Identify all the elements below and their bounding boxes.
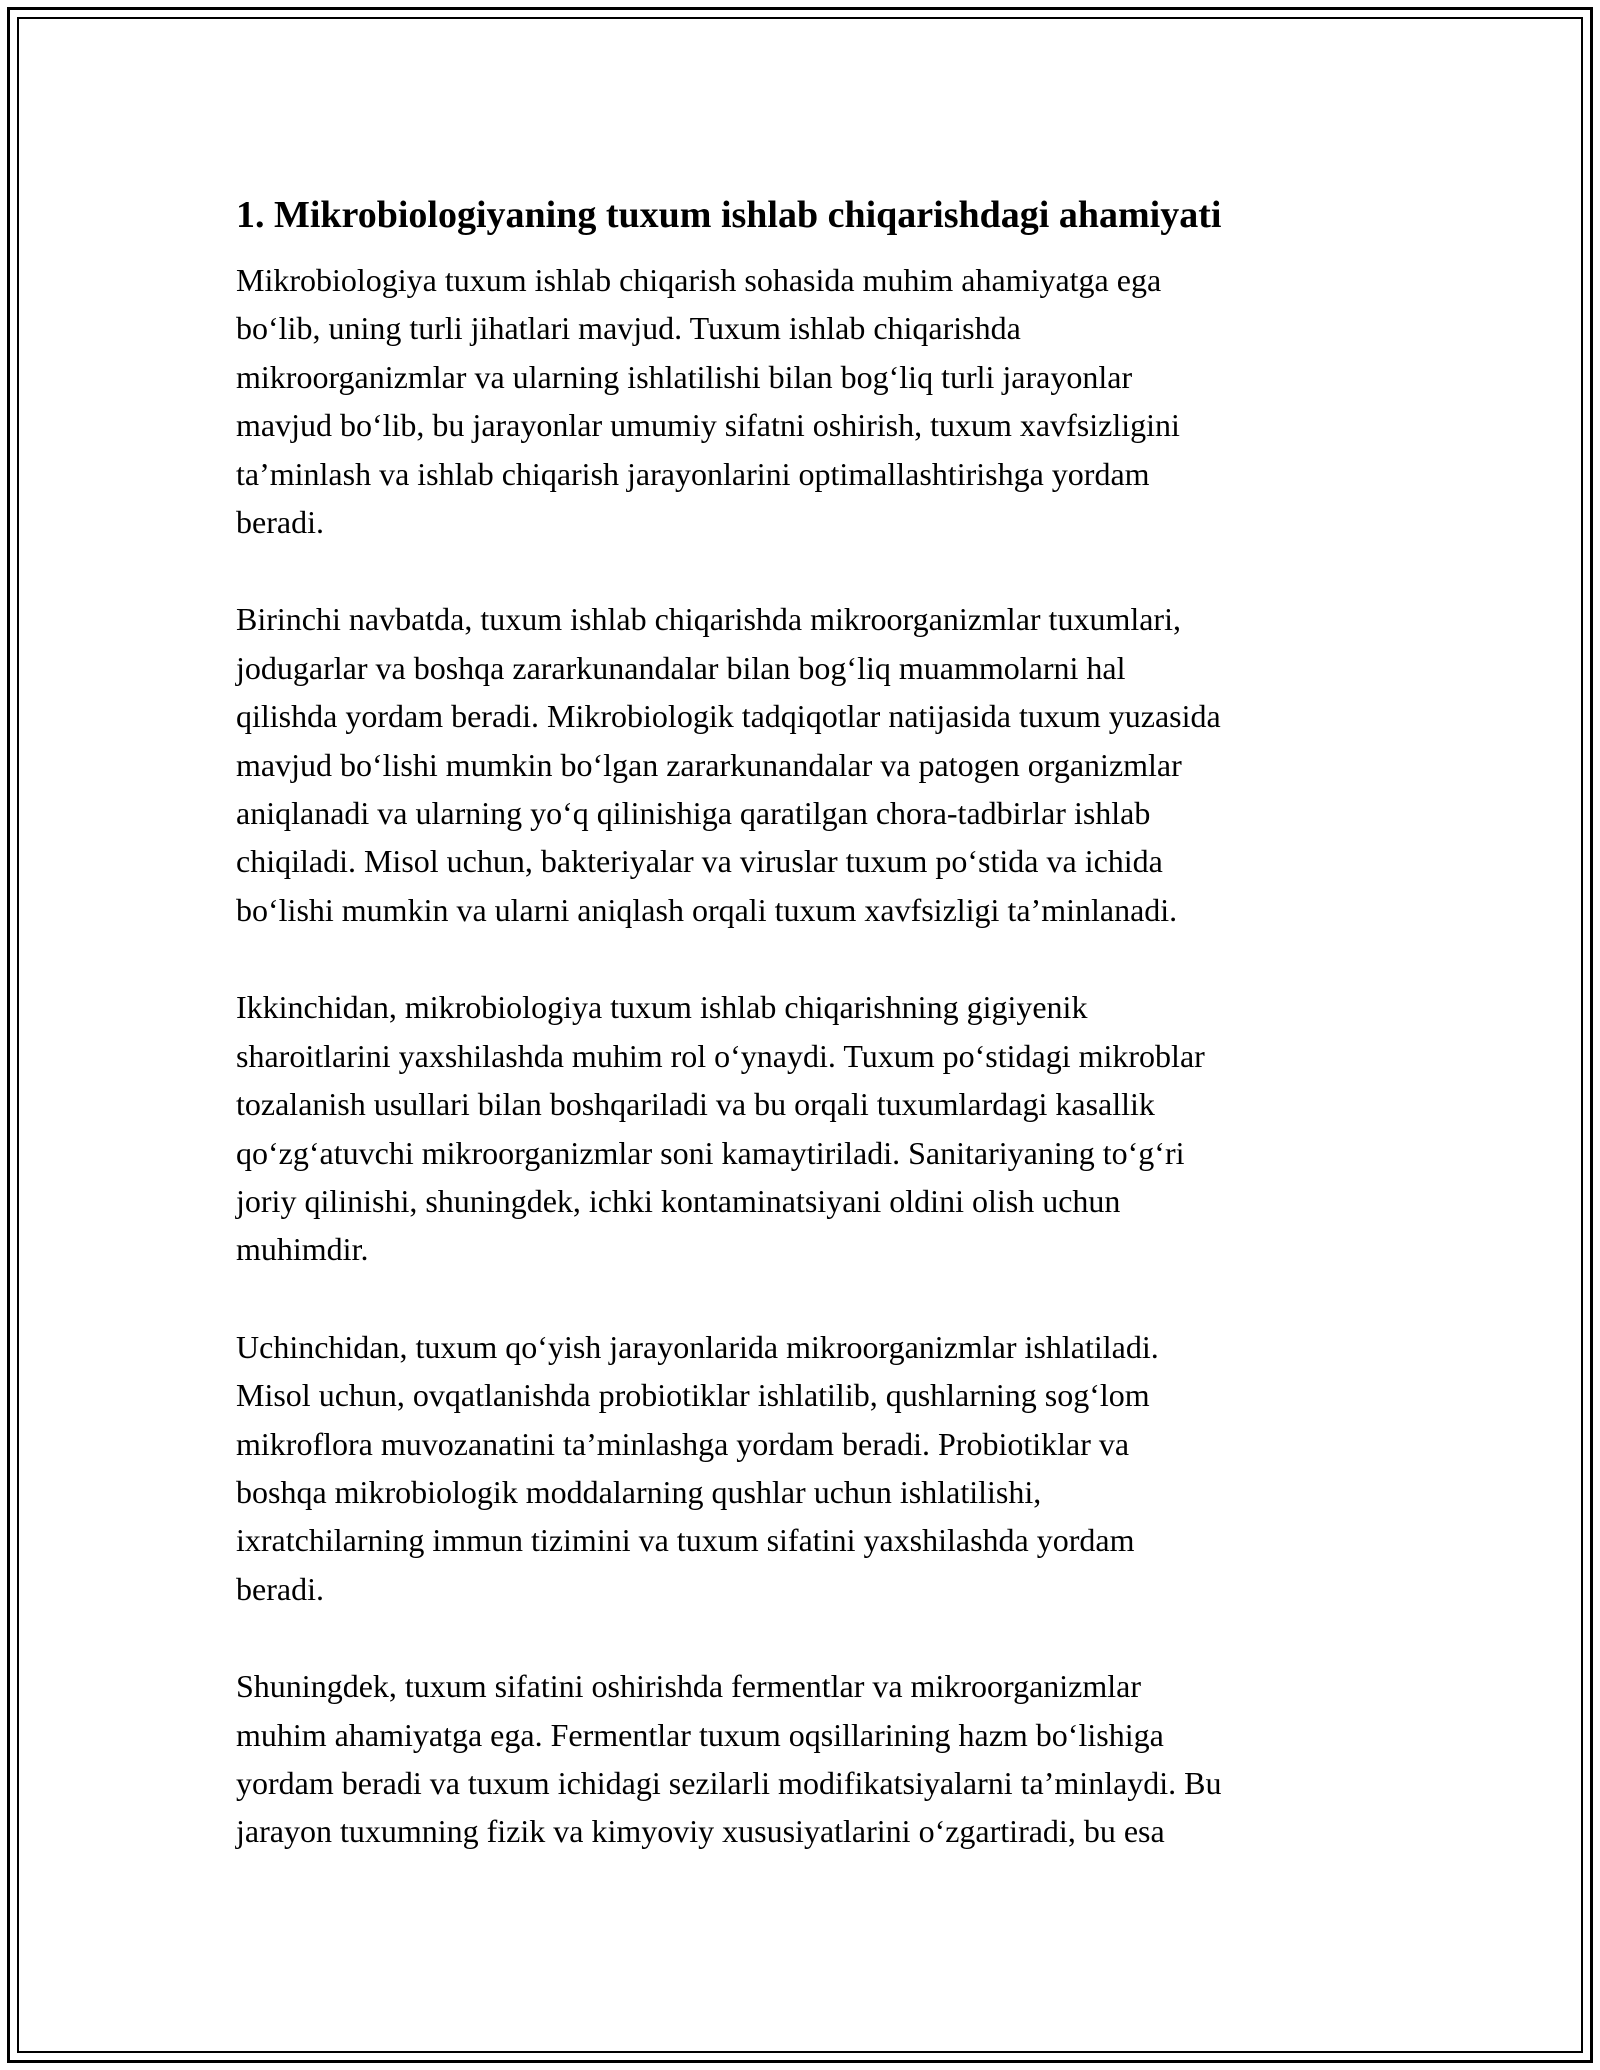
paragraph-3: Ikkinchidan, mikrobiologiya tuxum ishlab chiqarishning gigiyenik sharoitlarini yaxshilashda muhim rol o‘ynaydi. Tuxum po‘stidagi mikroblar tozalanish usullari bilan boshqariladi va bu orqali tuxumlardagi kasallik qo‘zg‘atuvchi mikroorganizmlar soni kamaytiriladi. Sanitariyaning to‘g‘ri joriy qilinishi, shuningdek, ichki kontaminatsiyani oldini olish uchun muhimdir. bbox=[236, 989, 1205, 1268]
document-body bbox=[236, 186, 1364, 1905]
paragraph-4: Uchinchidan, tuxum qo‘yish jarayonlarida mikroorganizmlar ishlatiladi. Misol uchun, ovqatlanishda probiotiklar ishlatilib, qushlarning sog‘lom mikroflora muvozanatini ta’minlashga yordam beradi. Probiotiklar va boshqa mikrobiologik moddalarning qushlar uchun ishlatilishi, ixratchilarning immun tizimini va tuxum sifatini yaxshilashda yordam beradi. bbox=[236, 1328, 1159, 1607]
page-title: 1. Mikrobiologiyaning tuxum ishlab chiqarishdagi ahamiyati bbox=[236, 194, 1222, 236]
paragraph-1: Mikrobiologiya tuxum ishlab chiqarish sohasida muhim ahamiyatga ega bo‘lib, uning turli jihatlari mavjud. Tuxum ishlab chiqarishda mikroorganizmlar va ularning ishlatilishi bilan bog‘liq turli jarayonlar mavjud bo‘lib, bu jarayonlar umumiy sifatni oshirish, tuxum xavfsizligini ta’minlash va ishlab chiqarish jarayonlarini optimallashtirishga yordam beradi. bbox=[236, 262, 1180, 541]
paragraph-2: Birinchi navbatda, tuxum ishlab chiqarishda mikroorganizmlar tuxumlari, jodugarlar va boshqa zararkunandalar bilan bog‘liq muammolarni hal qilishda yordam beradi. Mikrobiologik tadqiqotlar natijasida tuxum yuzasida mavjud bo‘lishi mumkin bo‘lgan zararkunandalar va patogen organizmlar aniqlanadi va ularning yo‘q qilinishiga qaratilgan chora-tadbirlar ishlab chiqiladi. Misol uchun, bakteriyalar va viruslar tuxum po‘stida va ichida bo‘lishi mumkin va ularni aniqlash orqali tuxum xavfsizligi ta’minlanadi. bbox=[236, 601, 1221, 928]
paragraph-5: Shuningdek, tuxum sifatini oshirishda fermentlar va mikroorganizmlar muhim ahamiyatga ega. Fermentlar tuxum oqsillarining hazm bo‘lishiga yordam beradi va tuxum ichidagi sezilarli modifikatsiyalarni ta’minlaydi. Bu jarayon tuxumning fizik va kimyoviy xususiyatlarini o‘zgartiradi, bu esa bbox=[236, 1668, 1222, 1850]
